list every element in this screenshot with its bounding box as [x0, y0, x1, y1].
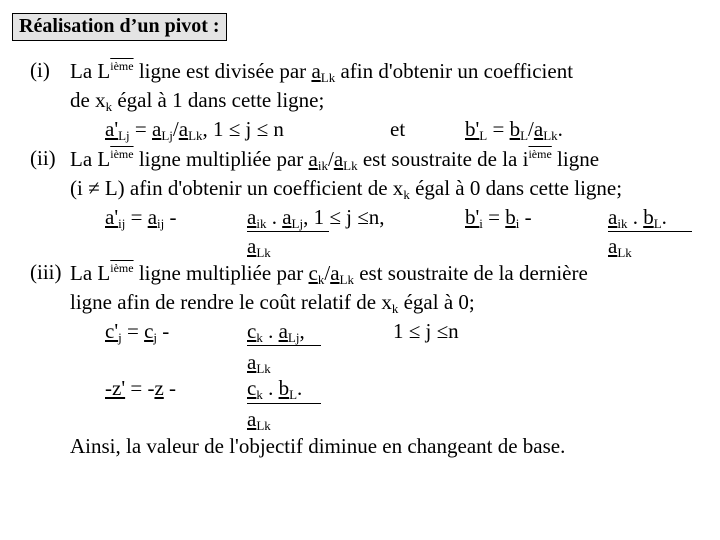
item-iii-equation-c-lhs: $c'_j = c_j$ - — [105, 319, 170, 345]
item-iii-number: (iii) — [30, 260, 62, 284]
item-ii-equation-a-lhs: $a'_{ij} = a_{ij}$ - — [105, 205, 177, 231]
item-iii-equation-c-numerator: $c_k$ . $a_{Lj}$, — [247, 319, 305, 345]
item-ii-line1: La Lième ligne multipliée par $a_{ik}/a_{Lk}$ est soustraite de la $i^{ième}$ ligne — [70, 147, 600, 173]
item-i-equation-b: $b'_L = b_L/a_{Lk}$. — [465, 117, 563, 143]
item-iii-line2: ligne afin de rendre le coût relatif de $x_k$ égal à 0; — [70, 290, 475, 316]
item-i-et: et — [390, 117, 406, 141]
item-iii-equation-z-fraction-bar — [247, 403, 321, 404]
item-iii-equation-z-denominator: $a_{Lk}$ — [247, 407, 271, 433]
item-iii-equation-c-fraction-bar — [247, 345, 321, 346]
item-i-line2: de $x_k$ égal à 1 dans cette ligne; — [70, 88, 325, 114]
conclusion-text: Ainsi, la valeur de l'objectif diminue en changeant de base. — [70, 434, 566, 458]
item-ii-equation-b-lhs: $b'_i = b_i$ - — [465, 205, 532, 231]
item-ii-equation-b-numerator: $a_{ik}$ . $b_L$. — [608, 205, 667, 231]
slide-title: Réalisation d’un pivot : — [12, 13, 227, 41]
item-ii-line2: (i ≠ L) afin d'obtenir un coefficient de $x_k$ égal à 0 dans cette ligne; — [70, 176, 623, 202]
item-ii-number: (ii) — [30, 146, 56, 170]
item-iii-equation-c-range: 1 ≤ j ≤n — [393, 319, 459, 343]
item-iii-equation-c-denominator: $a_{Lk}$ — [247, 350, 271, 376]
item-iii-equation-z-numerator: $c_k$ . $b_L$. — [247, 376, 303, 402]
item-ii-equation-b-fraction-bar — [608, 231, 692, 232]
item-ii-equation-b-denominator: $a_{Lk}$ — [608, 234, 632, 260]
item-ii-equation-a-fraction-bar — [247, 231, 329, 232]
item-iii-equation-z-lhs: -z' = -z - — [105, 376, 177, 400]
item-i-equation-a: $a'_{Lj} = a_{Lj}/a_{Lk}$, 1 ≤ j ≤ n — [105, 117, 284, 143]
item-ii-equation-a-numerator: $a_{ik}$ . $a_{Lj}$, 1 ≤ j ≤n, — [247, 205, 385, 231]
item-i-number: (i) — [30, 58, 50, 82]
item-ii-equation-a-denominator: $a_{Lk}$ — [247, 234, 271, 260]
item-i-line1: La Lième ligne est divisée par $a_{Lk}$ afin d'obtenir un coefficient — [70, 59, 574, 85]
item-iii-line1: La Lième ligne multipliée par $c_k/a_{Lk}$ est soustraite de la dernière — [70, 261, 588, 287]
